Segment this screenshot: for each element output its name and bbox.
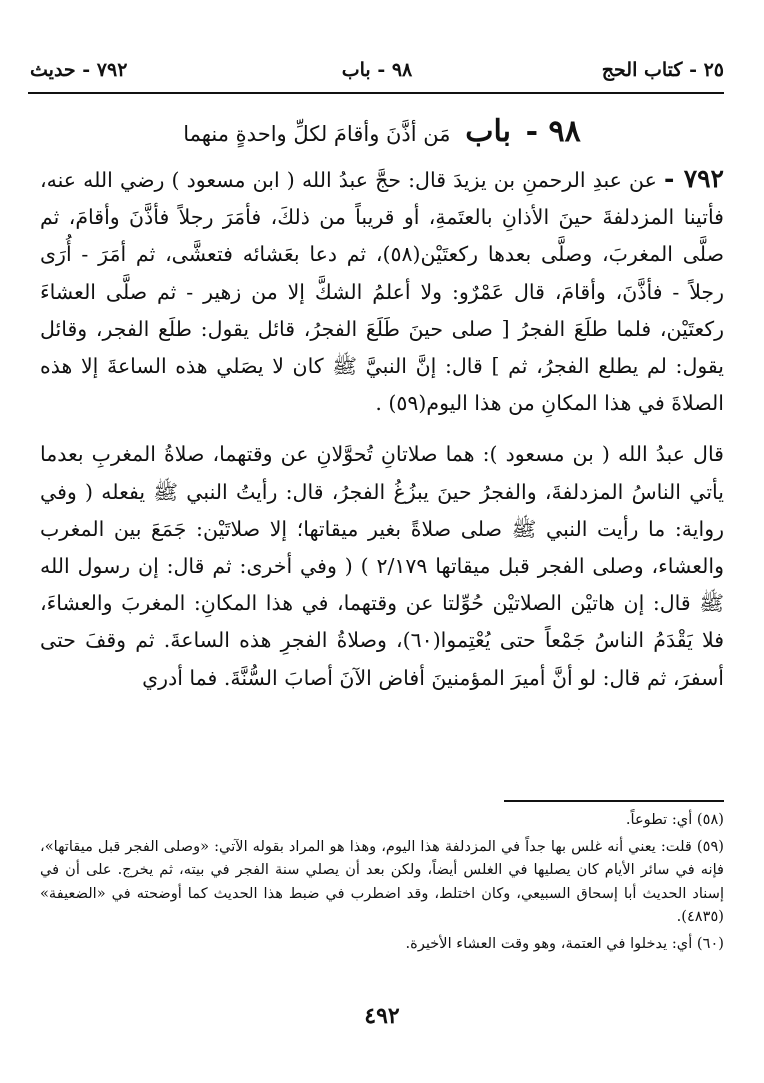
chapter-word: باب — [465, 114, 511, 149]
header-hadith-number: ٧٩٢ - حديث — [30, 59, 128, 81]
hadith-paragraph — [40, 160, 724, 422]
main-text — [40, 160, 724, 697]
footnote-60: (٦٠) أي: يدخلوا في العتمة، وهو وقت العشاء الأخيرة. — [405, 934, 724, 952]
footnote-59: (٥٩) قلت: يعني أنه غلس بها جداً في المزدلفة هذا اليوم، وهذا هو المراد بقوله الآتي: «وصلى الفجر قبل ميقاتها»، فإنه في سائر الأيام كان يصليها في الغلس أيضاً، ولكن بعد أن يصلي سنة الفجر في بيته، ثم يخرج. على أن في إسناد الحديث أبا إسحاق السبيعي، وكان اختلط، وقد اضطرب في ضبط هذا الحديث كما أوضحته في «الضعيفة» (٤٨٣٥). — [40, 837, 724, 925]
page-number: ٤٩٢ — [364, 1003, 400, 1029]
running-header — [30, 52, 724, 88]
footnotes — [40, 808, 724, 958]
header-divider — [28, 92, 724, 94]
header-book-title: ٢٥ - كتاب الحج — [601, 59, 724, 81]
header-chapter: ٩٨ - باب — [341, 59, 413, 81]
chapter-title: مَن أذَّنَ وأقامَ لكلِّ واحدةٍ منهما — [183, 122, 451, 146]
chapter-number: ٩٨ - — [525, 114, 581, 149]
commentary-paragraph: قال عبدُ الله ( بن مسعود ): هما صلاتانِ تُحوَّلانِ عن وقتهما، صلاةُ المغربِ بعدما يأتي الناسُ المزدلفةَ، والفجرُ حينَ يبزُغُ الفجرُ، قال: رأيتُ النبي ﷺ يفعله ( وفي رواية: ما رأيت النبي ﷺ صلى صلاةً بغير ميقاتها؛ إلا صلاتَيْن: جَمَعَ بين المغرب والعشاء، وصلى الفجر قبل ميقاتها ٢/١٧٩ ) ( وفي أخرى: ثم قال: إن رسول الله ﷺ قال: إن هاتيْن الصلاتيْن حُوِّلتا عن وقتهما، في هذا المكانِ: المغربَ والعشاءَ، فلا يَقْدَمُ الناسُ جَمْعاً حتى يُعْتِموا(٦٠)، وصلاةُ الفجرِ هذه الساعةَ. ثم وقفَ حتى أسفرَ، ثم قال: لو أنَّ أميرَ المؤمنينَ أفاض الآنَ أصابَ السُّنَّةَ. فما أدري — [40, 442, 724, 690]
hadith-text: عن عبدِ الرحمنِ بن يزيدَ قال: حجَّ عبدُ الله ( ابن مسعود ) رضي الله عنه، فأتينا المزدلفةَ حينَ الأذانِ بالعتَمةِ، أو قريباً من ذلكَ، فأمَرَ رجلاً فأذَّنَ وأقامَ، ثم صلَّى المغربَ، وصلَّى بعدها ركعتَيْن(٥٨)، ثم دعا بعَشائه فتعشَّى، ثم أمَرَ - أُرَى رجلاً - فأذَّنَ، وأقامَ، قال عَمْرٌو: ولا أعلمُ الشكَّ إلا من زهير - ثم صلَّى العشاءَ ركعتَيْن، فلما طلَعَ الفجرُ [ صلى حينَ طَلَعَ الفجرُ، قائل يقول: طلَع الفجر، وقائل يقول: لم يطلع الفجرُ، ثم ] قال: إنَّ النبيَّ ﷺ كان لا يصَلي هذه الساعةَ إلا هذه الصلاةَ في هذا المكانِ من هذا اليوم(٥٩) . — [40, 168, 725, 416]
hadith-number: ٧٩٢ - — [663, 164, 724, 193]
footnote-58: (٥٨) أي: تطوعاً. — [625, 811, 724, 828]
chapter-heading — [40, 110, 724, 154]
footnote-divider — [504, 800, 724, 802]
